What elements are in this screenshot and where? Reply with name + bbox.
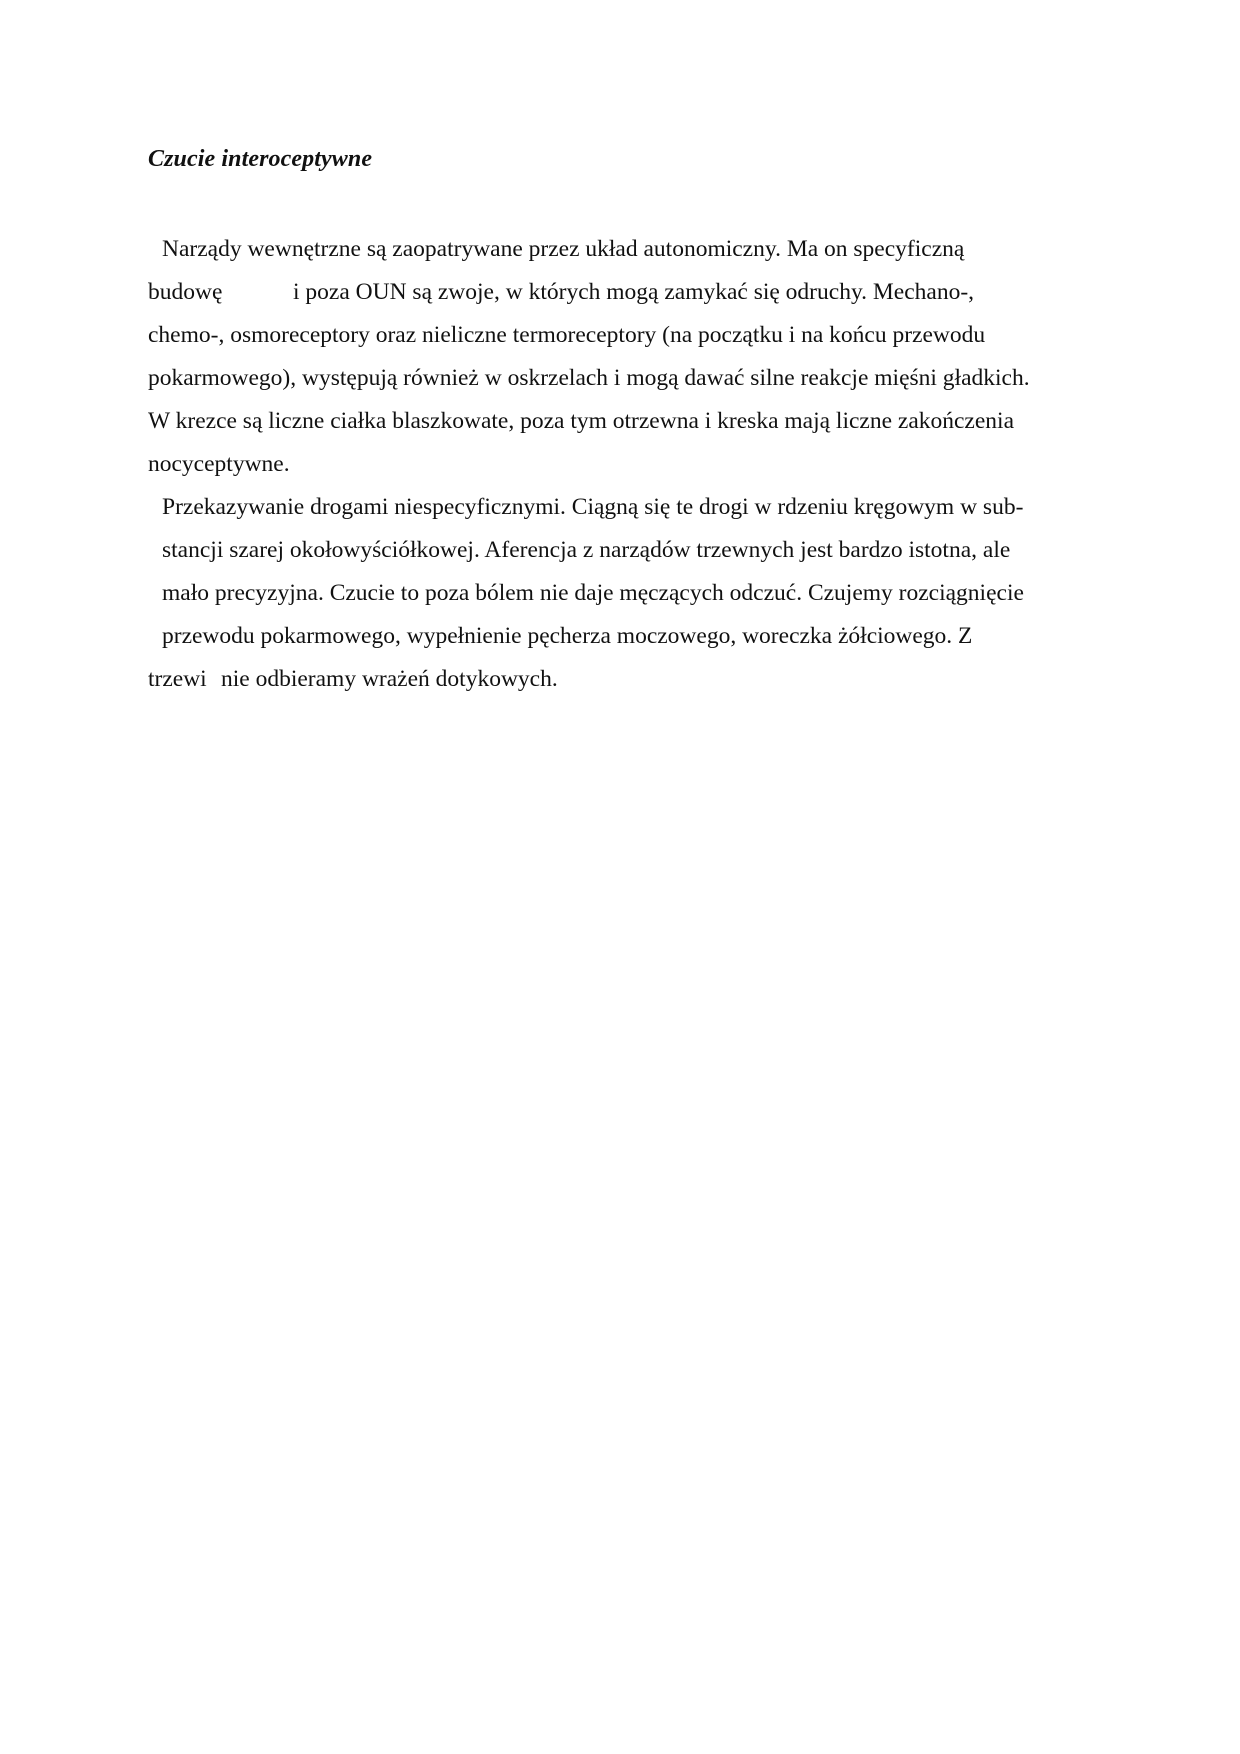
paragraph-2-line-2: stancji szarej okołowyściółkowej. Aferencja z narządów trzewnych jest bardzo istotna, ale	[162, 537, 1011, 563]
paragraph-1-line-1: Narządy wewnętrzne są zaopatrywane przez układ autonomiczny. Ma on specyficzną	[162, 236, 965, 262]
paragraph-1-line-3: chemo-, osmoreceptory oraz nieliczne termoreceptory (na początku i na końcu przewodu	[148, 322, 986, 348]
paragraph-2-line-1: Przekazywanie drogami niespecyficznymi. Ciągną się te drogi w rdzeniu kręgowym w sub-	[162, 494, 1024, 520]
paragraph-1-line-2a: budowę	[148, 279, 223, 305]
paragraph-1-line-5: W krezce są liczne ciałka blaszkowate, poza tym otrzewna i kreska mają liczne zakończenia	[148, 408, 1015, 434]
paragraph-2-line-4: przewodu pokarmowego, wypełnienie pęcherza moczowego, woreczka żółciowego. Z	[162, 623, 973, 649]
paragraph-1-line-4: pokarmowego), występują również w oskrzelach i mogą dawać silne reakcje mięśni gładkich.	[148, 365, 1030, 391]
paragraph-1-line-6: nocyceptywne.	[148, 451, 290, 477]
paragraph-1-line-2b: i poza OUN są zwoje, w których mogą zamykać się odruchy. Mechano-,	[293, 279, 975, 305]
document-heading: Czucie interoceptywne	[148, 146, 373, 172]
paragraph-2-line-5a: trzewi	[148, 666, 207, 692]
paragraph-2-line-5b: nie odbieramy wrażeń dotykowych.	[221, 666, 558, 692]
paragraph-2-line-3: mało precyzyjna. Czucie to poza bólem nie daje męczących odczuć. Czujemy rozciągnięcie	[162, 580, 1024, 606]
